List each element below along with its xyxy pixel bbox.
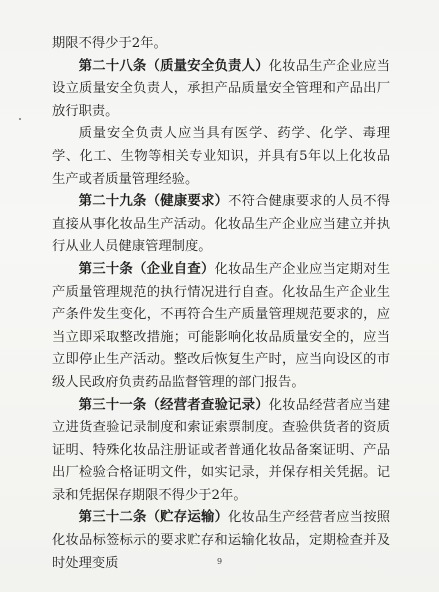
- paragraph-text: 化妆品生产企业应当设立质量安全负责人，承担产品质量安全管理和产品出厂放行职责。: [52, 58, 391, 119]
- article-title: 第三十条（企业自查）: [78, 261, 215, 277]
- paragraph-text: 不符合健康要求的人员不得直接从事化妆品生产活动。化妆品生产企业应当建立并执行从业人员健康管理制度。: [52, 194, 391, 255]
- paragraph-text: 化妆品生产经营者应当按照化妆品标签标示的要求贮存和运输化妆品，定期检查并及时处理变质: [52, 510, 391, 571]
- article-title: 第二十九条（健康要求）: [78, 194, 229, 210]
- article-29: [52, 191, 390, 259]
- paragraph-continuation: [52, 33, 390, 56]
- article-28: [52, 56, 390, 124]
- document-body: [52, 33, 390, 575]
- paragraph-text: 化妆品经营者应当建立进货查验记录制度和索证索票制度。查验供货者的资质证明、特殊化妆品注册证或者普通化妆品备案证明、产品出厂检验合格证明文件，如实记录，并保存相关凭据。记录和凭据保存期限不得少于2年。: [52, 397, 391, 503]
- article-28-paragraph-2: [52, 123, 390, 191]
- article-31: [52, 395, 390, 508]
- article-30: [52, 259, 390, 395]
- paragraph-text: 化妆品生产企业应当定期对生产质量管理规范的执行情况进行自查。化妆品生产企业生产条件发生变化，不再符合生产质量管理规范要求的，应当立即采取整改措施；可能影响化妆品质量安全的，应当立即停止生产活动。整改后恢复生产时，应当向设区的市级人民政府负责药品监督管理的部门报告。: [52, 261, 390, 390]
- scan-speck: [19, 118, 21, 120]
- article-title: 第三十二条（贮存运输）: [78, 510, 229, 526]
- article-title: 第三十一条（经营者查验记录）: [78, 397, 269, 413]
- paragraph-text: 期限不得少于2年。: [52, 36, 167, 51]
- paragraph-text: 质量安全负责人应当具有医学、药学、化学、毒理学、化工、生物等相关专业知识，并具有5年以上化妆品生产或者质量管理经验。: [52, 126, 390, 187]
- article-title: 第二十八条（质量安全负责人）: [78, 58, 269, 74]
- page-number: 9: [216, 557, 223, 566]
